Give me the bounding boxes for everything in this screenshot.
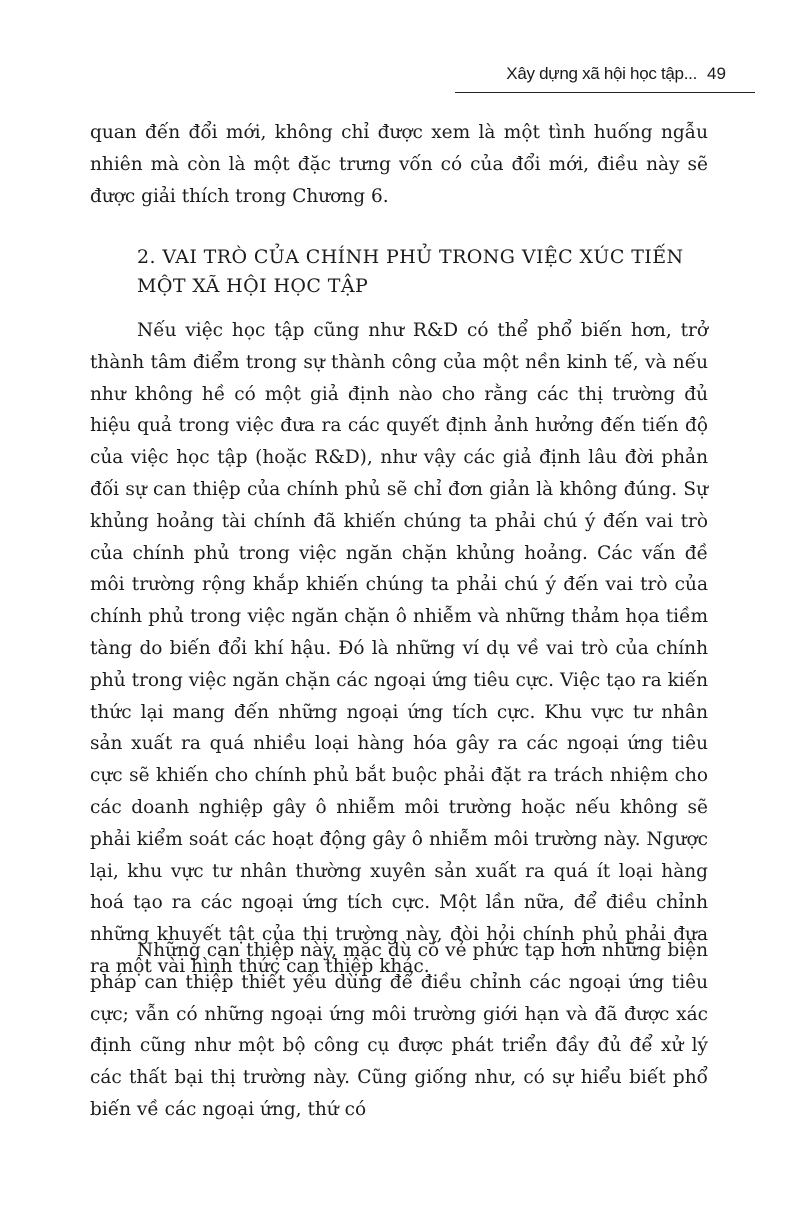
paragraph: Những can thiệp này, mặc dù có vẻ phức tạp hơn những biện pháp can thiệp thiết yếu dùng để điều chỉnh các ngoại ứng tiêu cực; vẫn có những ngoại ứng môi trường giới hạn và đã được xác định cũng như một bộ công cụ được phát triển đầy đủ để xử lý các thất bại thị trường này. Cũng giống như, có sự hiểu biết phổ biến về các ngoại ứng, thứ có	[90, 940, 708, 1120]
paragraph: Nếu việc học tập cũng như R&D có thể phổ biến hơn, trở thành tâm điểm trong sự thành công của một nền kinh tế, và nếu như không hề có một giả định nào cho rằng các thị trường đủ hiệu quả trong việc đưa ra các quyết định ảnh hưởng đến tiến độ của việc học tập (hoặc R&D), như vậy các giả định lâu đời phản đối sự can thiệp của chính phủ sẽ chỉ đơn giản là không đúng. Sự khủng hoảng tài chính đã khiến chúng ta phải chú ý đến vai trò của chính phủ trong việc ngăn chặn khủng hoảng. Các vấn đề môi trường rộng khắp khiến chúng ta phải chú ý đến vai trò của chính phủ trong việc ngăn chặn ô nhiễm và những thảm họa tiềm tàng do biến đổi khí hậu. Đó là những ví dụ về vai trò của chính phủ trong việc ngăn chặn các ngoại ứng tiêu cực. Việc tạo ra kiến thức lại mang đến những ngoại ứng tích cực. Khu vực tư nhân sản xuất ra quá nhiều loại hàng hóa gây ra các ngoại ứng tiêu cực sẽ khiến cho chính phủ bắt buộc phải đặt ra trách nhiệm cho các doanh nghiệp gây ô nhiễm môi trường hoặc nếu không sẽ phải kiểm soát các hoạt động gây ô nhiễm môi trường này. Ngược lại, khu vực tư nhân thường xuyên sản xuất ra quá ít loại hàng hoá tạo ra các ngoại ứng tích cực. Một lần nữa, để điều chỉnh những khuyết tật của thị trường này, đòi hỏi chính phủ phải đưa ra một vài hình thức can thiệp khác.	[90, 320, 708, 977]
paragraph-continued: quan đến đổi mới, không chỉ được xem là một tình huống ngẫu nhiên mà còn là một đặc trưng vốn có của đổi mới, điều này sẽ được giải thích trong Chương 6.	[90, 122, 708, 207]
page-number: 49	[707, 64, 726, 83]
section-heading-line-2: MỘT XÃ HỘI HỌC TẬP	[137, 275, 369, 297]
running-title: Xây dựng xã hội học tập...	[506, 64, 697, 83]
section-heading-line-1: 2. VAI TRÒ CỦA CHÍNH PHỦ TRONG VIỆC XÚC TIẾN	[137, 246, 684, 268]
section-heading	[137, 243, 717, 301]
running-header	[455, 64, 755, 93]
